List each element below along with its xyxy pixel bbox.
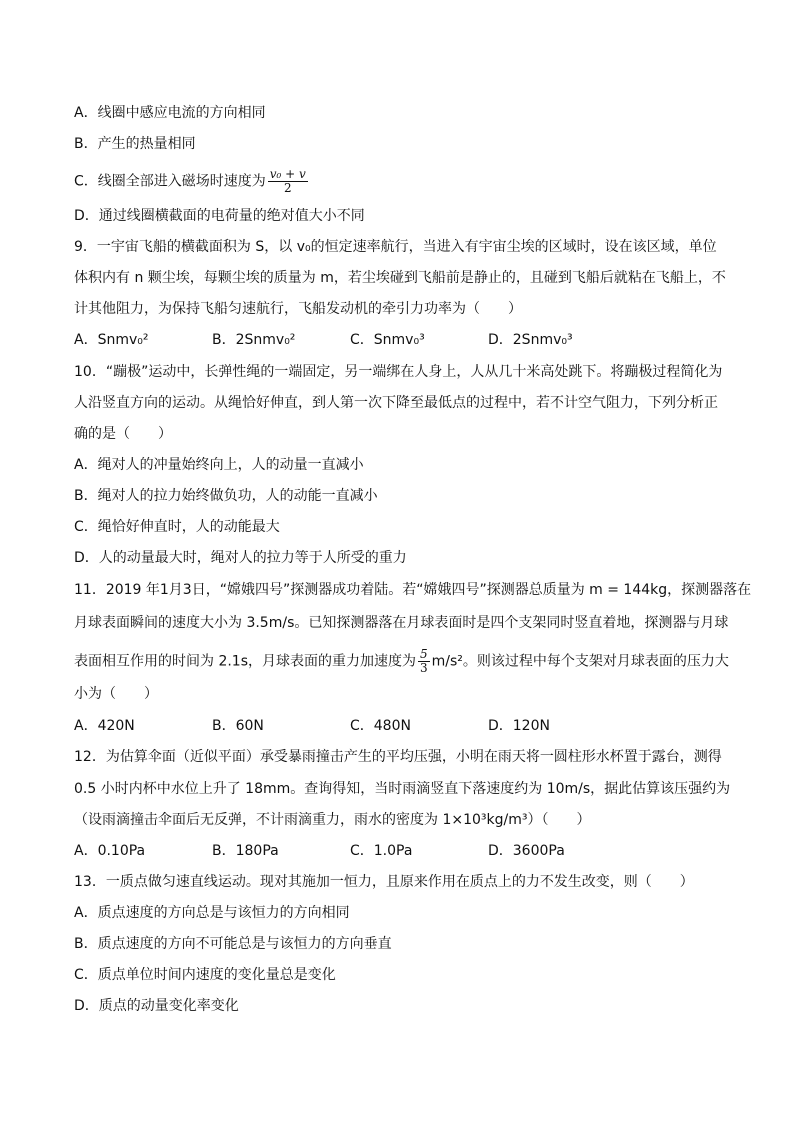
q11-stem-line3 [74, 648, 729, 675]
q10-stem-line3: 确的是（ ） [74, 426, 172, 442]
q11-stem-line4: 小为（ ） [74, 686, 158, 702]
q11-line3-suffix: m/s²。则该过程中每个支架对月球表面的压力大 [431, 653, 729, 670]
q11-options [74, 715, 626, 737]
q11-stem-line2: 月球表面瞬间的速度大小为 3.5m/s。已知探测器落在月球表面时是四个支架同时竖直着地，探测器与月球 [74, 615, 729, 631]
q12-options [74, 840, 626, 862]
q11-stem-line1: 11．2019 年1月3日，“嫦娥四号”探测器成功着陆。若“嫦娥四号”探测器总质量为 m = 144kg，探测器落在 [74, 582, 752, 598]
q10-option-c: C．绳恰好伸直时，人的动能最大 [74, 519, 280, 535]
q11-option-a: A．420N [74, 718, 135, 734]
fraction-denominator: 3 [420, 661, 428, 675]
q11-option-c: C．480N [350, 718, 411, 734]
q11-gravity-fraction [418, 648, 430, 675]
q8-option-c-text: C．线圈全部进入磁场时速度为 [74, 173, 266, 190]
q10-stem-line1: 10．“蹦极”运动中，长弹性绳的一端固定，另一端绑在人身上，人从几十米高处跳下。将蹦极过程简化为 [74, 364, 723, 380]
q9-option-c: C．Snmv₀³ [350, 332, 425, 348]
q9-option-a: A．Snmv₀² [74, 332, 149, 348]
q9-stem-line2: 体积内有 n 颗尘埃，每颗尘埃的质量为 m，若尘埃碰到飞船前是静止的，且碰到飞船后就粘在飞船上，不 [74, 270, 726, 286]
q8-option-c [74, 168, 310, 195]
fraction-denominator: 2 [283, 181, 292, 195]
q12-option-a: A．0.10Pa [74, 843, 146, 859]
q10-option-b: B．绳对人的拉力始终做负功，人的动能一直减小 [74, 488, 378, 504]
q12-option-b: B．180Pa [212, 843, 279, 859]
q12-stem-line3: （设雨滴撞击伞面后无反弹，不计雨滴重力，雨水的密度为 1×10³kg/m³）（ ） [74, 812, 591, 828]
q10-stem-line2: 人沿竖直方向的运动。从绳恰好伸直，到人第一次下降至最低点的过程中，若不计空气阻力，下列分析正 [74, 395, 718, 411]
q8-option-a: A．线圈中感应电流的方向相同 [74, 105, 266, 121]
q13-option-b: B．质点速度的方向不可能总是与该恒力的方向垂直 [74, 936, 392, 952]
q8-option-d: D．通过线圈横截面的电荷量的绝对值大小不同 [74, 208, 365, 224]
q9-option-b: B．2Snmv₀² [212, 332, 296, 348]
fraction-numerator: 5 [420, 647, 428, 661]
q13-option-d: D．质点的动量变化率变化 [74, 998, 239, 1014]
q13-stem-line1: 13．一质点做匀速直线运动。现对其施加一恒力，且原来作用在质点上的力不发生改变，则（ ） [74, 874, 694, 890]
q9-options [74, 329, 626, 351]
q13-option-a: A．质点速度的方向总是与该恒力的方向相同 [74, 905, 350, 921]
q12-option-c: C．1.0Pa [350, 843, 413, 859]
q8-option-c-fraction [268, 168, 308, 195]
q11-line3-text: 表面相互作用的时间为 2.1s，月球表面的重力加速度为 [74, 653, 417, 670]
q13-option-c: C．质点单位时间内速度的变化量总是变化 [74, 967, 336, 983]
q12-option-d: D．3600Pa [488, 843, 565, 859]
q9-option-d: D．2Snmv₀³ [488, 332, 573, 348]
q10-option-d: D．人的动量最大时，绳对人的拉力等于人所受的重力 [74, 550, 407, 566]
q12-stem-line2: 0.5 小时内杯中水位上升了 18mm。查询得知，当时雨滴竖直下落速度约为 10m/s，据此估算该压强约为 [74, 781, 731, 797]
q11-option-b: B．60N [212, 718, 264, 734]
q9-stem-line3: 计其他阻力，为保持飞船匀速航行，飞船发动机的牵引力功率为（ ） [74, 301, 522, 317]
q11-option-d: D．120N [488, 718, 550, 734]
q10-option-a: A．绳对人的冲量始终向上，人的动量一直减小 [74, 457, 364, 473]
fraction-numerator: v₀ + v [269, 167, 306, 181]
q9-stem-line1: 9．一宇宙飞船的横截面积为 S，以 v₀的恒定速率航行，当进入有宇宙尘埃的区域时，设在该区域，单位 [74, 239, 717, 255]
q8-option-b: B．产生的热量相同 [74, 136, 196, 152]
q12-stem-line1: 12．为估算伞面（近似平面）承受暴雨撞击产生的平均压强，小明在雨天将一圆柱形水杯置于露台，测得 [74, 749, 722, 765]
